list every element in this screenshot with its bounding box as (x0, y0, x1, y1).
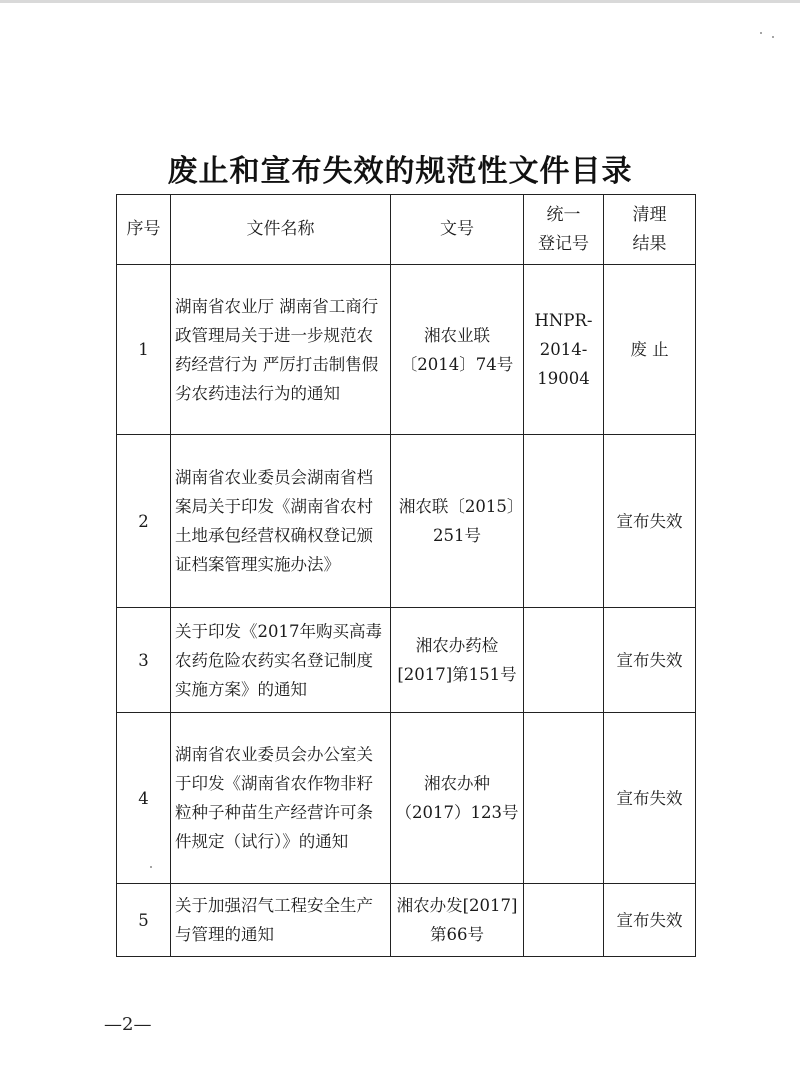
header-serial-number: 序号 (117, 195, 171, 265)
row-registration-number (524, 608, 604, 713)
scan-speck (772, 36, 774, 38)
scan-speck (150, 866, 152, 868)
row-registration-number (524, 884, 604, 957)
header-registration-number (524, 195, 604, 265)
row-document-number: 湘农办药检[2017]第151号 (391, 608, 524, 713)
document-table (116, 194, 696, 957)
row-cleanup-result: 宣布失效 (604, 884, 696, 957)
row-document-number: 湘农联〔2015〕251号 (391, 435, 524, 608)
row-document-number: 湘农办种（2017）123号 (391, 713, 524, 884)
row-serial-number: 2 (117, 435, 171, 608)
table-row (117, 608, 696, 713)
table-row (117, 713, 696, 884)
document-title: 废止和宣布失效的规范性文件目录 (167, 154, 633, 189)
header-result-line1: 清理 (632, 204, 667, 225)
header-document-name: 文件名称 (171, 195, 391, 265)
row-document-name: 关于印发《2017年购买高毒农药危险农药实名登记制度实施方案》的通知 (171, 608, 391, 713)
scan-speck (760, 32, 762, 34)
header-registration-line1: 统一 (546, 204, 581, 225)
header-result-line2: 结果 (632, 233, 667, 254)
row-serial-number: 5 (117, 884, 171, 957)
row-document-name: 湖南省农业委员会湖南省档案局关于印发《湖南省农村土地承包经营权确权登记颁证档案管理实施办法》 (171, 435, 391, 608)
header-document-number: 文号 (391, 195, 524, 265)
header-cleanup-result (604, 195, 696, 265)
row-document-number: 湘农办发[2017]第66号 (391, 884, 524, 957)
page-top-edge (0, 0, 800, 3)
page-number: —2— (104, 1014, 152, 1035)
row-cleanup-result: 废 止 (604, 265, 696, 435)
row-registration-number (524, 435, 604, 608)
row-document-number: 湘农业联〔2014〕74号 (391, 265, 524, 435)
row-serial-number: 3 (117, 608, 171, 713)
row-serial-number: 4 (117, 713, 171, 884)
row-registration-number: HNPR-2014-19004 (524, 265, 604, 435)
table-row (117, 884, 696, 957)
table-header-row (117, 195, 696, 265)
row-document-name: 湖南省农业委员会办公室关于印发《湖南省农作物非籽粒种子种苗生产经营许可条件规定（试行）》的通知 (171, 713, 391, 884)
row-cleanup-result: 宣布失效 (604, 608, 696, 713)
row-serial-number: 1 (117, 265, 171, 435)
row-document-name: 关于加强沼气工程安全生产与管理的通知 (171, 884, 391, 957)
row-cleanup-result: 宣布失效 (604, 713, 696, 884)
row-document-name: 湖南省农业厅 湖南省工商行政管理局关于进一步规范农药经营行为 严厉打击制售假劣农药违法行为的通知 (171, 265, 391, 435)
row-registration-number (524, 713, 604, 884)
header-registration-line2: 登记号 (538, 233, 589, 254)
table-row (117, 265, 696, 435)
table-row (117, 435, 696, 608)
row-cleanup-result: 宣布失效 (604, 435, 696, 608)
